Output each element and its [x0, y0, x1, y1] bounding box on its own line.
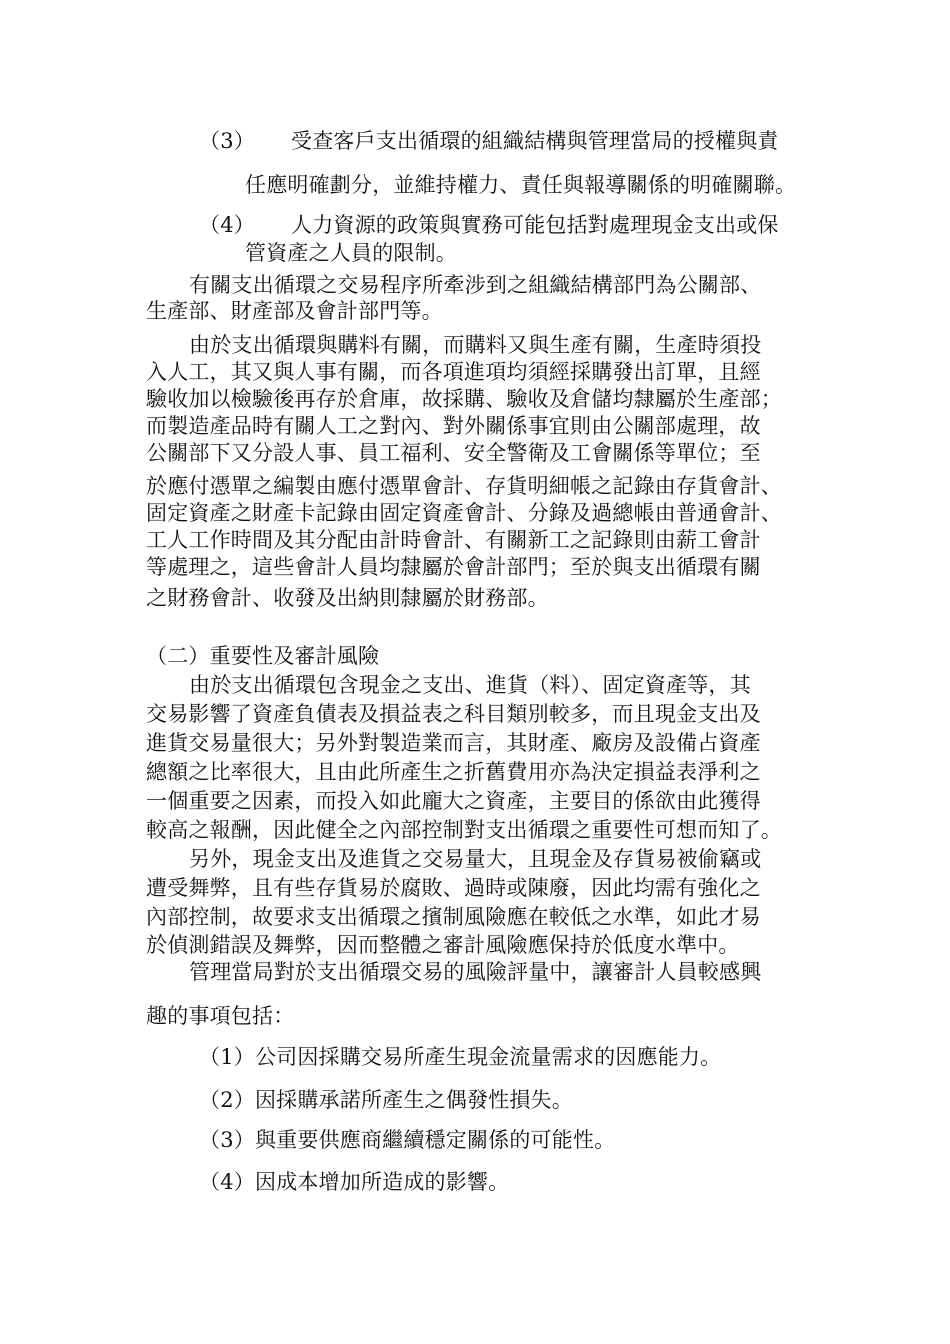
para2-line-3: 驗收加以檢驗後再存於倉庫，故採購、驗收及倉儲均隸屬於生產部；	[146, 387, 782, 411]
para2-line-5: 公關部下又分設人事、員工福利、安全警衛及工會關係等單位；至	[146, 441, 761, 465]
intro-item-4-continuation: 管資產之人員的限制。	[245, 241, 457, 265]
intro-item-4	[199, 215, 779, 236]
intro-item-3-number: （3）	[199, 129, 255, 153]
intro-item-3	[199, 131, 779, 152]
para2-line-2: 入人工，其又與人事有關，而各項進項均須經採購發出訂單，且經	[146, 360, 761, 384]
para2-line-8: 工人工作時間及其分配由計時會計、有關新工之記錄則由薪工會計	[146, 528, 761, 552]
para5-line-2: 趣的事項包括：	[146, 1004, 295, 1028]
para2-line-1: 由於支出循環與購料有關，而購料又與生產有關，生產時須投	[189, 333, 762, 357]
para1-line-2: 生產部、財產部及會計部門等。	[146, 299, 443, 323]
intro-item-4-number: （4）	[199, 213, 255, 237]
intro-item-3-text: 受查客戶支出循環的組織結構與管理當局的授權與責	[291, 129, 779, 153]
intro-item-4-text: 人力資源的政策與實務可能包括對處理現金支出或保	[291, 213, 779, 237]
para5-line-1: 管理當局對於支出循環交易的風險評量中，讓審計人員較感興	[189, 960, 762, 984]
para4-line-2: 遭受舞弊，且有些存貨易於腐敗、過時或陳廢，因此均需有強化之	[146, 876, 761, 900]
risk-item-2: （2）因採購承諾所產生之偶發性損失。	[199, 1088, 573, 1112]
risk-item-3: （3）與重要供應商繼續穩定關係的可能性。	[199, 1128, 616, 1152]
risk-item-1: （1）公司因採購交易所產生現金流量需求的因應能力。	[199, 1045, 722, 1069]
para4-line-3: 內部控制，故要求支出循環之擯制風險應在較低之水準，如此才易	[146, 905, 761, 929]
para3-line-3: 進貨交易量很大；另外對製造業而言，其財產、廠房及設備占資產	[146, 731, 761, 755]
para3-line-6: 較高之報酬，因此健全之內部控制對支出循環之重要性可想而知了。	[146, 818, 782, 842]
para2-line-6: 於應付憑單之編製由應付憑單會計、存貨明細帳之記錄由存貨會計、	[146, 474, 782, 498]
para1-line-1: 有關支出循環之交易程序所牽涉到之組織結構部門為公關部、	[189, 273, 762, 297]
para4-line-4: 於偵測錯誤及舞弊，因而整體之審計風險應保持於低度水準中。	[146, 933, 740, 957]
risk-item-4: （4）因成本增加所造成的影響。	[199, 1170, 510, 1194]
para4-line-1: 另外，現金支出及進貨之交易量大，且現金及存貨易被偷竊或	[189, 847, 762, 871]
section-heading: （二）重要性及審計風險	[146, 644, 380, 668]
para3-line-5: 一個重要之因素，而投入如此龐大之資產，主要目的係欲由此獲得	[146, 789, 761, 813]
para3-line-4: 總額之比率很大，且由此所產生之折舊費用亦為決定損益表淨利之	[146, 760, 761, 784]
para2-line-4: 而製造產品時有關人工之對內、對外關係事宜則由公關部處理，故	[146, 414, 761, 438]
para3-line-1: 由於支出循環包含現金之支出、進貨（料）、固定資產等，其	[189, 673, 751, 697]
intro-item-3-continuation: 任應明確劃分，並維持權力、責任與報導關係的明確關聯。	[245, 173, 797, 197]
para2-line-10: 之財務會計、收發及出納則隸屬於財務部。	[146, 586, 549, 610]
para2-line-7: 固定資產之財產卡記錄由固定資產會計、分錄及過總帳由普通會計、	[146, 501, 782, 525]
para2-line-9: 等處理之，這些會計人員均隸屬於會計部門；至於與支出循環有關	[146, 555, 761, 579]
para3-line-2: 交易影響了資產負債表及損益表之科目類別較多，而且現金支出及	[146, 702, 761, 726]
